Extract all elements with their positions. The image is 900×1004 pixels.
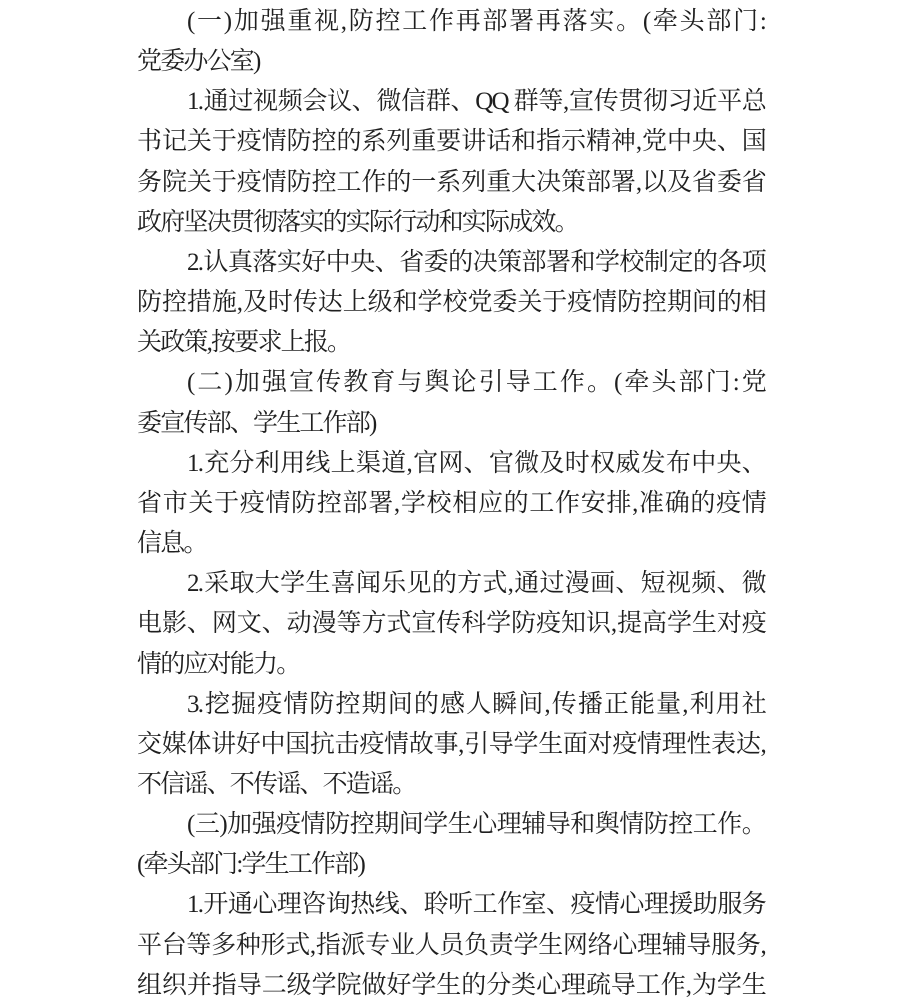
text-line: 党委办公室) — [137, 48, 260, 76]
text-line: 电影、网文、动漫等方式宣传科学防疫知识,提高学生对疫 — [137, 610, 765, 638]
text-line: 交媒体讲好中国抗击疫情故事,引导学生面对疫情理性表达, — [137, 730, 765, 758]
text-line: 3.挖掘疫情防控期间的感人瞬间,传播正能量,利用社 — [187, 690, 765, 718]
text-line: (牵头部门:学生工作部) — [137, 851, 364, 879]
text-line: 关政策,按要求上报。 — [137, 329, 351, 357]
document-text-block — [137, 2, 765, 1004]
text-line: 政府坚决贯彻落实的实际行动和实际成效。 — [137, 208, 578, 236]
text-line: 平台等多种形式,指派专业人员负责学生网络心理辅导服务, — [137, 931, 765, 959]
text-line: 2.认真落实好中央、省委的决策部署和学校制定的各项 — [187, 248, 765, 276]
text-line: 1.开通心理咨询热线、聆听工作室、疫情心理援助服务 — [187, 891, 765, 919]
text-line: 情的应对能力。 — [137, 650, 300, 678]
text-line: 组织并指导二级学院做好学生的分类心理疏导工作,为学生 — [137, 971, 765, 999]
text-line: (二)加强宣传教育与舆论引导工作。(牵头部门:党 — [187, 369, 765, 397]
text-line: 务院关于疫情防控工作的一系列重大决策部署,以及省委省 — [137, 168, 765, 196]
text-line: 1.充分利用线上渠道,官网、官微及时权威发布中央、 — [187, 449, 765, 477]
text-line: 2.采取大学生喜闻乐见的方式,通过漫画、短视频、微 — [187, 570, 765, 598]
text-line: (一)加强重视,防控工作再部署再落实。(牵头部门: — [187, 8, 765, 35]
text-line: 省市关于疫情防控部署,学校相应的工作安排,准确的疫情 — [137, 489, 765, 517]
text-line: 不信谣、不传谣、不造谣。 — [137, 770, 416, 798]
text-line: 防控措施,及时传达上级和学校党委关于疫情防控期间的相 — [137, 289, 765, 317]
text-line: 信息。 — [137, 530, 207, 558]
text-line: (三)加强疫情防控期间学生心理辅导和舆情防控工作。 — [187, 811, 765, 839]
text-line: 委宣传部、学生工作部) — [137, 409, 376, 437]
text-line: 1.通过视频会议、微信群、QQ 群等,宣传贯彻习近平总 — [187, 88, 765, 116]
text-line: 书记关于疫情防控的系列重要讲话和指示精神,党中央、国 — [137, 128, 765, 156]
